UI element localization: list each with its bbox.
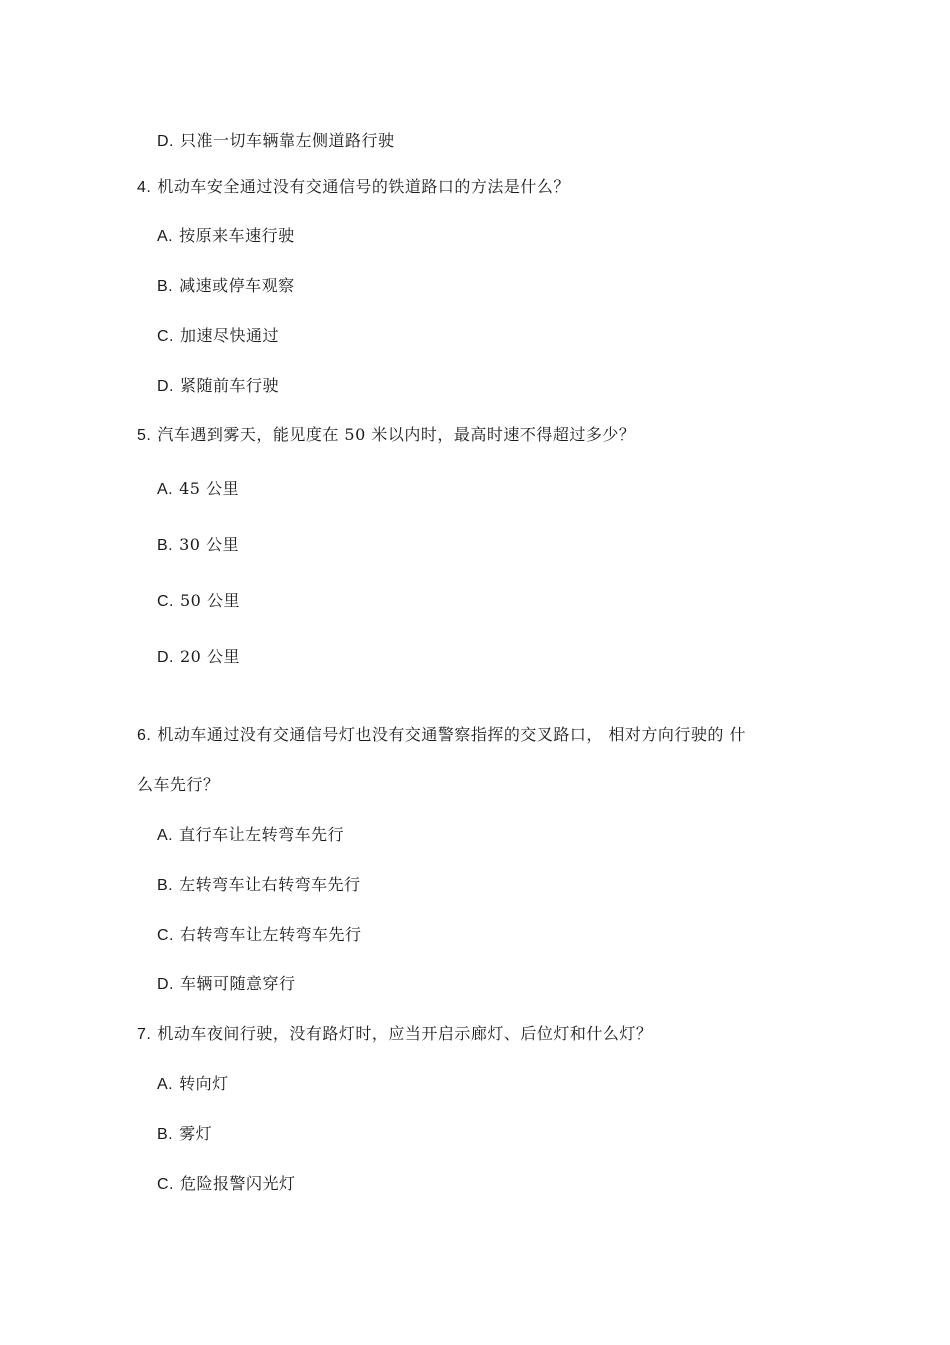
option-4a	[157, 226, 295, 247]
option-text: 50 公里	[180, 591, 240, 610]
option-text: 左转弯车让右转弯车先行	[179, 875, 361, 894]
question-4	[137, 177, 570, 198]
option-text: 危险报警闪光灯	[180, 1174, 296, 1193]
option-6c	[157, 925, 362, 946]
option-4b	[157, 276, 295, 297]
question-text: 机动车安全通过没有交通信号的铁道路口的方法是什么？	[157, 177, 570, 196]
question-text: 机动车通过没有交通信号灯也没有交通警察指挥的交叉路口， 相对方向行驶的 什	[157, 725, 747, 744]
option-marker: A.	[157, 228, 174, 245]
question-7	[137, 1024, 652, 1045]
option-text: 车辆可随意穿行	[180, 974, 296, 993]
option-marker: A.	[157, 827, 174, 844]
option-marker: C.	[157, 927, 174, 944]
option-marker: D.	[157, 976, 174, 993]
option-5c	[157, 591, 240, 612]
option-marker: B.	[157, 537, 174, 554]
option-marker: B.	[157, 1126, 174, 1143]
option-text: 紧随前车行驶	[180, 376, 280, 395]
option-5a	[157, 479, 239, 500]
option-text: 减速或停车观察	[179, 276, 295, 295]
option-3d	[157, 131, 395, 152]
option-text: 只准一切车辆靠左侧道路行驶	[180, 131, 395, 150]
option-7b	[157, 1124, 212, 1145]
option-5b	[157, 535, 239, 556]
question-text: 么车先行？	[137, 775, 220, 794]
question-text: 汽车遇到雾天，能见度在 50 米以内时，最高时速不得超过多少？	[157, 425, 636, 444]
question-number: 7.	[137, 1026, 152, 1043]
option-marker: D.	[157, 133, 174, 150]
option-marker: D.	[157, 378, 174, 395]
option-marker: B.	[157, 278, 174, 295]
option-text: 直行车让左转弯车先行	[179, 825, 345, 844]
option-text: 按原来车速行驶	[179, 226, 295, 245]
option-text: 30 公里	[179, 535, 240, 554]
question-number: 6.	[137, 727, 152, 744]
option-5d	[157, 647, 240, 668]
option-4d	[157, 376, 279, 397]
option-marker: A.	[157, 1076, 174, 1093]
option-7c	[157, 1174, 296, 1195]
option-text: 雾灯	[179, 1124, 213, 1143]
option-6a	[157, 825, 344, 846]
option-marker: C.	[157, 593, 174, 610]
question-5	[137, 425, 635, 446]
option-text: 加速尽快通过	[180, 326, 280, 345]
option-6d	[157, 974, 296, 995]
option-6b	[157, 875, 361, 896]
option-marker: B.	[157, 877, 174, 894]
question-number: 5.	[137, 427, 152, 444]
option-marker: C.	[157, 1176, 174, 1193]
option-marker: D.	[157, 649, 174, 666]
option-marker: A.	[157, 481, 174, 498]
option-text: 20 公里	[180, 647, 240, 666]
question-6	[137, 725, 746, 746]
option-marker: C.	[157, 328, 174, 345]
question-number: 4.	[137, 179, 152, 196]
question-text: 机动车夜间行驶，没有路灯时，应当开启示廊灯、后位灯和什么灯？	[157, 1024, 653, 1043]
question-6-continued	[137, 775, 220, 795]
option-text: 右转弯车让左转弯车先行	[180, 925, 362, 944]
option-text: 45 公里	[179, 479, 240, 498]
option-text: 转向灯	[179, 1074, 229, 1093]
option-7a	[157, 1074, 229, 1095]
option-4c	[157, 326, 279, 347]
